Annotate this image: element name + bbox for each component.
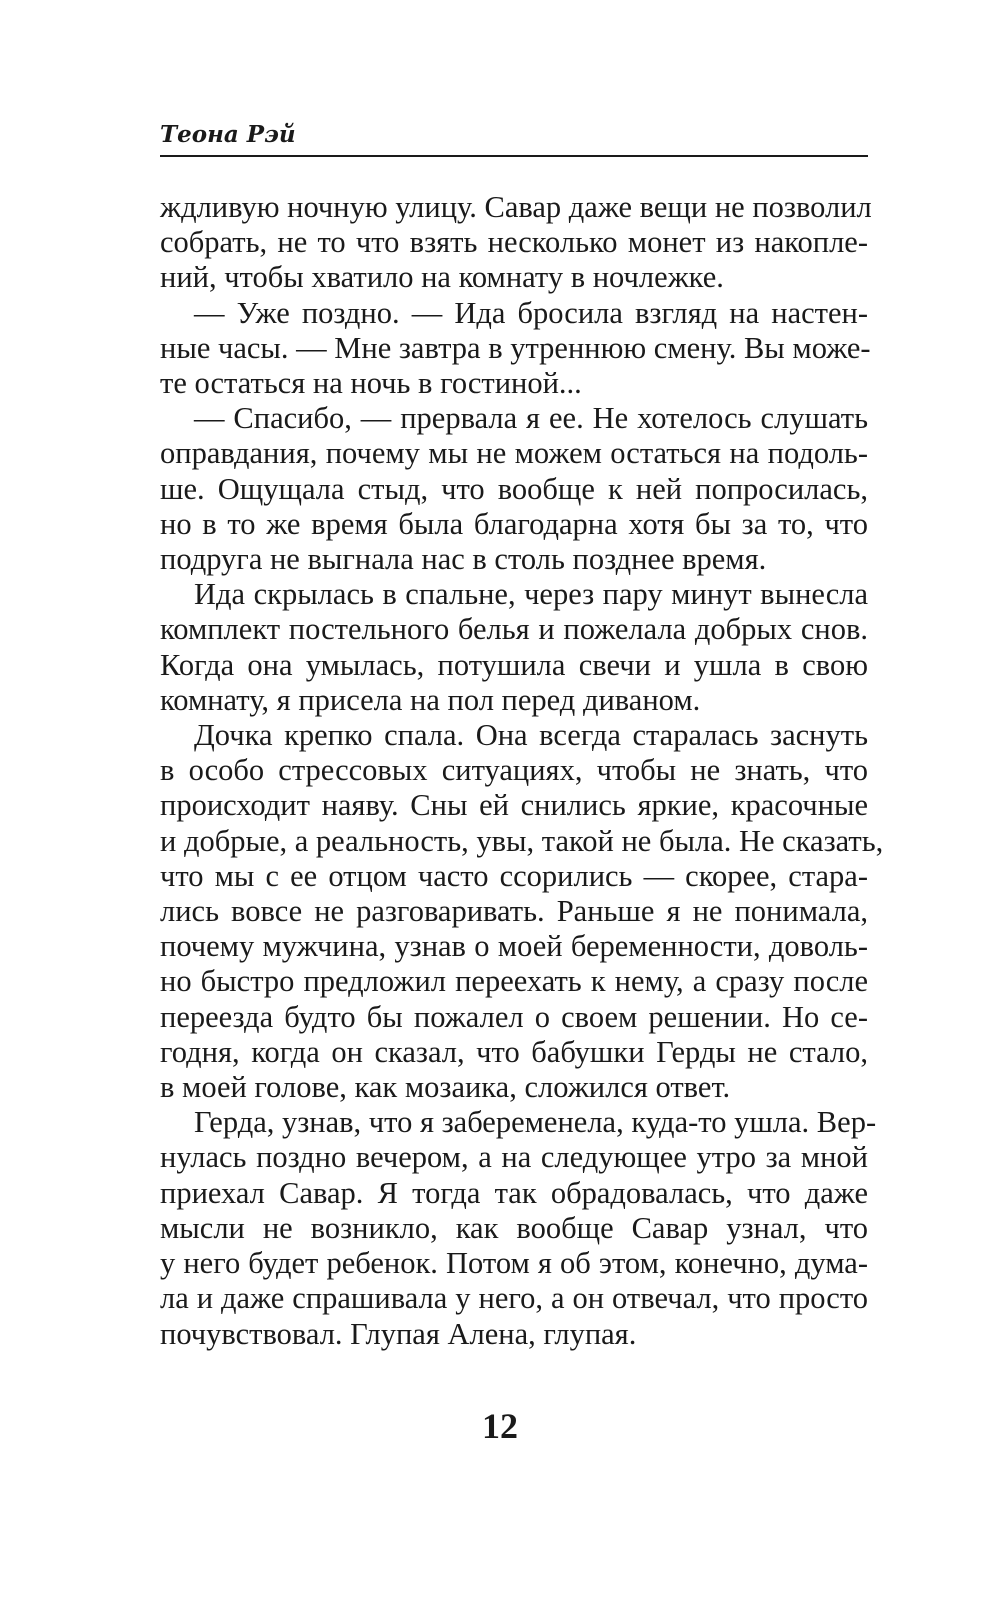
text-line: и добрые, а реальность, увы, такой не была. Не сказать, [160, 823, 884, 858]
text-line: ний, чтобы хватило на комнату в ночлежке. [160, 260, 724, 295]
text-line: мысли не возникло, как вообще Савар узнал, что [160, 1210, 868, 1245]
text-line: Герда, узнав, что я забеременела, куда-то ушла. Вер- [194, 1105, 877, 1140]
text-line: комнату, я присела на пол перед диваном. [160, 682, 701, 717]
header-rule [160, 155, 868, 157]
text-line: нулась поздно вечером, а на следующее утро за мной [160, 1140, 868, 1175]
text-line: оправдания, почему мы не можем остаться на подоль- [160, 436, 868, 471]
text-line: подруга не выгнала нас в столь позднее время. [160, 542, 767, 577]
text-line: — Спасибо, — прервала я ее. Не хотелось слушать [194, 401, 868, 436]
text-line: Когда она умылась, потушила свечи и ушла в свою [160, 647, 868, 682]
text-line: ла и даже спрашивала у него, а он отвечал, что просто [160, 1281, 868, 1316]
text-line: Ида скрылась в спальне, через пару минут вынесла [194, 577, 868, 612]
text-line: переезда будто бы пожалел о своем решении. Но се- [160, 999, 868, 1034]
text-line: почувствовал. Глупая Алена, глупая. [160, 1316, 637, 1351]
text-line: ждливую ночную улицу. Савар даже вещи не позволил [160, 190, 872, 224]
text-line: приехал Савар. Я тогда так обрадовалась, что даже [160, 1175, 868, 1210]
text-line: собрать, не то что взять несколько монет из накопле- [160, 225, 868, 260]
text-line: происходит наяву. Сны ей снились яркие, красочные [160, 788, 868, 823]
text-line: лись вовсе не разговаривать. Раньше я не понимала, [160, 894, 868, 929]
text-line: ше. Ощущала стыд, что вообще к ней попросилась, [160, 471, 868, 506]
text-line: но быстро предложил переехать к нему, а сразу после [160, 964, 868, 999]
text-line: — Уже поздно. — Ида бросила взгляд на настен- [194, 295, 868, 330]
page-number: 12 [482, 1406, 518, 1446]
text-line: в моей голове, как мозаика, сложился ответ. [160, 1070, 731, 1105]
text-line: те остаться на ночь в гостиной... [160, 366, 582, 401]
text-line: в особо стрессовых ситуациях, чтобы не знать, что [160, 753, 868, 788]
text-line: у него будет ребенок. Потом я об этом, конечно, дума- [160, 1246, 868, 1281]
text-line: ные часы. — Мне завтра в утреннюю смену. Вы може- [160, 330, 871, 365]
text-line: но в то же время была благодарна хотя бы за то, что [160, 506, 868, 541]
text-line: годня, когда он сказал, что бабушки Герды не стало, [160, 1034, 868, 1069]
text-line: комплект постельного белья и пожелала добрых снов. [160, 612, 868, 647]
body-text [160, 190, 884, 1352]
text-line: что мы с ее отцом часто ссорились — скорее, стара- [160, 858, 868, 893]
running-title: Теона Рэй [160, 121, 296, 148]
text-line: Дочка крепко спала. Она всегда старалась заснуть [194, 718, 868, 753]
text-line: почему мужчина, узнав о моей беременности, доволь- [160, 929, 868, 964]
